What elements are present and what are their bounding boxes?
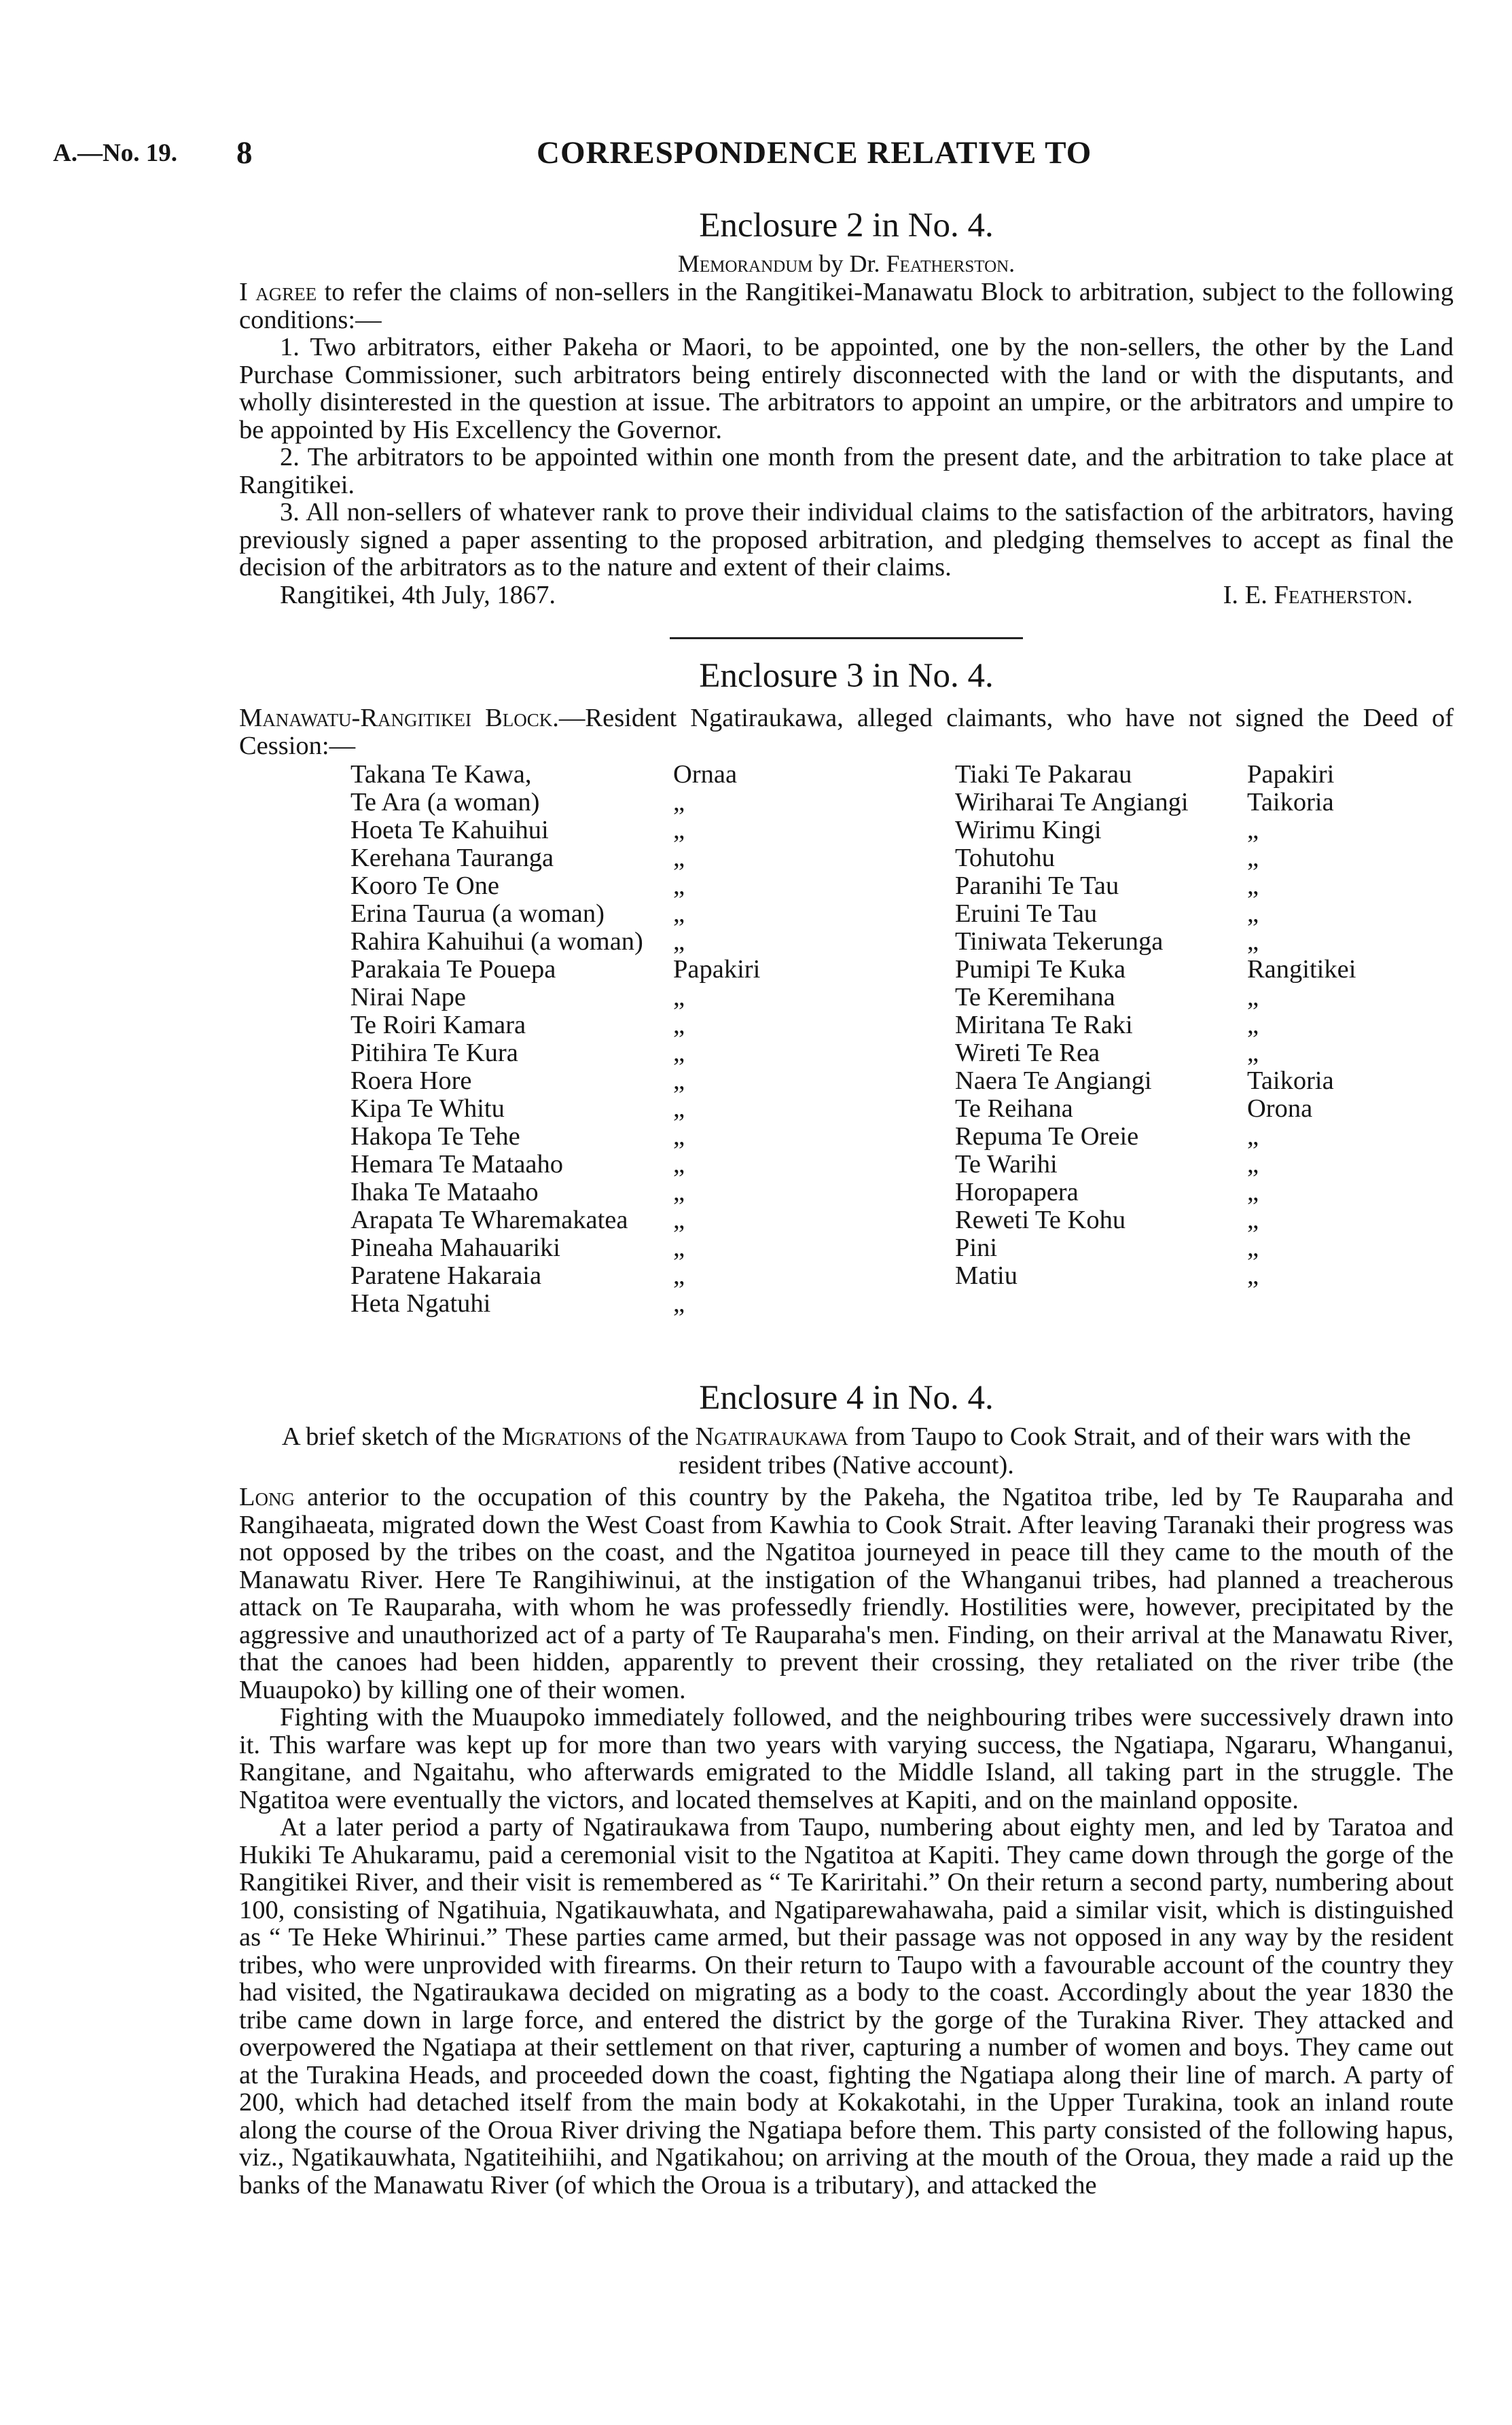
claimant-row [350,900,826,928]
condition-3: 3. All non-sellers of whatever rank to prove their individual claims to the satisfaction of the arbitrators, having previously signed a paper assenting to the proposed arbitration, and pledging themselves to accept as final the decision of the arbitrators as to the nature and extent of their claims. [239,498,1454,581]
claimant-place: Ornaa [673,760,738,789]
claimant-name: Wirimu Kingi [955,816,1102,844]
claimant-row [955,1234,1454,1262]
claimant-row [350,928,826,956]
claimant-row [350,844,826,872]
claimant-name: Tiaki Te Pakarau [955,760,1132,789]
claimant-place: „ [673,1066,685,1095]
page-header [0,134,1512,175]
claimant-name: Parakaia Te Pouepa [350,955,556,984]
claimant-row [350,1095,826,1123]
place-date: Rangitikei, 4th July, 1867. [280,580,556,609]
claimant-row [955,761,1454,789]
claimant-row [955,816,1454,844]
claimant-row [955,900,1454,928]
claimant-place: „ [673,816,685,844]
claimant-name: Paratene Hakaraia [350,1261,542,1290]
claimant-place: „ [1247,1011,1259,1039]
claimants-intro-text: —Resident Ngatiraukawa, alleged claimants, who have not signed the Deed of Cession:— [239,704,1454,760]
claimant-place: „ [673,927,685,956]
claimant-name: Tiniwata Tekerunga [955,927,1164,956]
memorandum-heading [239,249,1454,279]
claimant-place: „ [673,1150,685,1179]
claimant-name: Nirai Nape [350,983,466,1011]
claimant-row [955,1262,1454,1290]
claimant-row [350,1290,826,1318]
claimant-place: „ [1247,927,1259,956]
claimant-name: Wireti Te Rea [955,1039,1100,1067]
sketch-subtitle-tribe: Ngatiraukawa [695,1422,848,1451]
claimant-name: Kerehana Tauranga [350,844,554,872]
claimant-row [350,1262,826,1290]
block-name: Manawatu-Rangitikei Block. [239,704,559,732]
claimant-row [350,1039,826,1067]
paragraph-1-text: anterior to the occupation of this country by the Pakeha, the Ngatitoa tribe, led by Te Rauparaha and Rangihaeata, migrated down the West Coast from Kawhia to Cook Strait. After leaving Taranaki their progress was not opposed by the tribes on the coast, and the Ngatitoa journeyed in peace till they came to the mouth of the Manawatu River. Here Te Rangihiwinui, at the instigation of the Whanganui tribes, had planned a treacherous attack on Te Rauparaha, with whom he was professedly friendly. Hostilities were, however, precipitated by the aggressive and unauthorized act of a party of Te Rauparaha's men. Finding, on their arrival at the Manawatu River, that the canoes had been hidden, apparently to prevent their crossing, they retaliated on the river tribe (the Muaupoko) by killing one of their women. [239,1483,1454,1704]
condition-1: 1. Two arbitrators, either Pakeha or Maori, to be appointed, one by the non-sellers, the other by the Land Purchase Commissioner, such arbitrators being entirely disconnected with the land or with the disputants, and wholly disinterested in the question at issue. The arbitrators to appoint an umpire, or the arbitrators and umpire to be appointed by His Excellency the Governor. [239,333,1454,444]
opening-caps: I agree [239,278,317,306]
claimant-row [350,956,826,984]
claimant-place: „ [1247,872,1259,900]
claimant-row [350,1123,826,1151]
opening-text: to refer the claims of non-sellers in the Rangitikei-Manawatu Block to arbitration, subject to the following conditions:— [239,278,1454,334]
claimants-right-column [955,761,1454,1290]
claimant-place: „ [673,788,685,816]
claimant-row [955,789,1454,816]
claimant-place: Papakiri [673,955,761,984]
claimant-name: Eruini Te Tau [955,899,1098,928]
page-number: 8 [236,135,253,170]
enclosure-2-title: Enclosure 2 in No. 4. [699,206,994,245]
claimant-row [350,1234,826,1262]
claimant-row [955,956,1454,984]
claimant-row [955,1067,1454,1095]
claimant-row [350,816,826,844]
claimant-place: Taikoria [1247,788,1334,816]
signer-name: Featherston. [1274,580,1413,609]
claimant-name: Hemara Te Mataaho [350,1150,564,1179]
claimant-name: Pumipi Te Kuka [955,955,1126,984]
enclosure-4-title: Enclosure 4 in No. 4. [699,1379,994,1417]
claimant-name: Reweti Te Kohu [955,1206,1126,1234]
claimant-row [955,984,1454,1011]
memorandum-label: Memorandum [677,250,813,277]
document-reference: A.—No. 19. [53,139,177,167]
claimant-place: „ [673,1039,685,1067]
claimant-place: „ [1247,899,1259,928]
claimant-place: „ [673,1206,685,1234]
enclosure-3-title: Enclosure 3 in No. 4. [699,657,994,695]
claimant-name: Wiriharai Te Angiangi [955,788,1189,816]
claimant-place: „ [1247,1039,1259,1067]
claimant-place: „ [673,1261,685,1290]
sketch-subtitle [239,1422,1454,1479]
signer-initials: I. E. [1223,580,1267,609]
claimant-row [350,1067,826,1095]
claimant-place: „ [673,1289,685,1318]
claimant-name: Erina Taurua (a woman) [350,899,605,928]
memorandum-opening [239,279,1454,334]
claimant-name: Takana Te Kawa, [350,760,532,789]
claimant-row [350,1151,826,1179]
claimant-place: Rangitikei [1247,955,1356,984]
claimant-place: Orona [1247,1094,1313,1123]
claimant-row [350,789,826,816]
claimant-name: Pitihira Te Kura [350,1039,518,1067]
claimant-place: Taikoria [1247,1066,1334,1095]
claimant-row [350,761,826,789]
claimant-place: „ [1247,1122,1259,1151]
claimant-place: „ [673,1011,685,1039]
claimant-name: Hoeta Te Kahuihui [350,816,549,844]
claimant-row [350,1011,826,1039]
claimant-row [350,1179,826,1206]
claimant-place: „ [673,899,685,928]
claimant-row [955,928,1454,956]
claimant-name: Repuma Te Oreie [955,1122,1139,1151]
claimant-name: Matiu [955,1261,1018,1290]
claimant-name: Te Ara (a woman) [350,788,540,816]
claimant-place: „ [1247,1234,1259,1262]
narrative-paragraph-1 [239,1484,1454,1704]
claimant-name: Rahira Kahuihui (a woman) [350,927,643,956]
claimant-name: Te Roiri Kamara [350,1011,526,1039]
claimant-place: „ [673,844,685,872]
claimant-row [350,984,826,1011]
claimant-row [350,872,826,900]
claimant-place: „ [673,1122,685,1151]
claimant-name: Hakopa Te Tehe [350,1122,520,1151]
claimant-name: Roera Hore [350,1066,472,1095]
enclosure-3 [239,654,1454,1359]
claimant-place: „ [1247,844,1259,872]
claimant-place: „ [1247,1178,1259,1206]
claimant-place: Papakiri [1247,760,1335,789]
claimant-name: Ihaka Te Mataaho [350,1178,539,1206]
claimant-row [955,844,1454,872]
claimant-place: „ [673,872,685,900]
page-body [239,204,1454,2199]
claimant-name: Te Reihana [955,1094,1073,1123]
claimant-name: Miritana Te Raki [955,1011,1133,1039]
claimant-name: Te Keremihana [955,983,1115,1011]
claimant-row [955,1123,1454,1151]
enclosure-4 [239,1376,1454,2199]
narrative-paragraph-2: Fighting with the Muaupoko immediately followed, and the neighbouring tribes were successively drawn into it. This warfare was kept up for more than two years with varying success, the Ngatiapa, Ngararu, Whanganui, Rangitane, and Ngaitahu, who afterwards emigrated to the Middle Island, all taking part in the struggle. The Ngatitoa were eventually the victors, and located themselves at Kapiti, and on the mainland opposite. [239,1703,1454,1814]
memorandum-by: by Dr. [818,250,880,277]
claimant-name: Arapata Te Wharemakatea [350,1206,628,1234]
claimant-name: Te Warihi [955,1150,1058,1179]
signature [1223,581,1413,609]
sketch-subtitle-migrations: Migrations [501,1422,622,1451]
claimant-place: „ [1247,1261,1259,1290]
claimant-place: „ [673,1178,685,1206]
claimant-place: „ [1247,816,1259,844]
claimants-intro [239,704,1454,759]
claimant-place: „ [673,983,685,1011]
claimants-left-column [350,761,826,1318]
memorandum-signature-line [239,581,1454,609]
memorandum-author: Featherston. [886,250,1015,277]
paragraph-1-caps: Long [239,1483,295,1511]
sketch-subtitle-part: A brief sketch of the [281,1422,502,1451]
running-title: CORRESPONDENCE RELATIVE TO [537,135,1092,170]
claimants-list [239,761,1454,1359]
enclosure-2 [239,204,1454,609]
claimant-name: Kooro Te One [350,872,499,900]
claimant-place: „ [673,1234,685,1262]
claimant-place: „ [673,1094,685,1123]
claimant-row [955,1039,1454,1067]
claimant-row [955,872,1454,900]
sketch-subtitle-part: from Taupo to Cook Strait, and of their wars with the resident tribes (Native account). [679,1422,1411,1479]
condition-2: 2. The arbitrators to be appointed within one month from the present date, and the arbitration to take place at Rangitikei. [239,443,1454,499]
claimant-place: „ [1247,983,1259,1011]
claimant-name: Heta Ngatuhi [350,1289,491,1318]
claimant-row [350,1206,826,1234]
claimant-name: Pini [955,1234,998,1262]
claimant-row [955,1179,1454,1206]
sketch-subtitle-part: of the [622,1422,696,1451]
claimant-name: Tohutohu [955,844,1056,872]
claimant-name: Paranihi Te Tau [955,872,1119,900]
claimant-name: Naera Te Angiangi [955,1066,1152,1095]
claimant-name: Kipa Te Whitu [350,1094,505,1123]
claimant-place: „ [1247,1150,1259,1179]
claimant-place: „ [1247,1206,1259,1234]
claimant-name: Pineaha Mahauariki [350,1234,560,1262]
claimant-row [955,1095,1454,1123]
narrative-paragraph-3: At a later period a party of Ngatiraukawa from Taupo, numbering about eighty men, and led by Taratoa and Hukiki Te Ahukaramu, paid a ceremonial visit to the Ngatitoa at Kapiti. They came down through the gorge of the Rangitikei River, and their visit is remembered as “ Te Kariritahi.” On their return a second party, numbering about 100, consisting of Ngatihuia, Ngatikauwhata, and Ngatiparewahawaha, paid a similar visit, which is distinguished as “ Te Heke Whirinui.” These parties came armed, but their passage was not opposed in any way by the resident tribes, who were unprovided with firearms. On their return to Taupo with a favourable account of the country they had visited, the Ngatiraukawa decided on migrating as a body to the coast. Accordingly about the year 1830 the tribe came down in large force, and entered the district by the gorge of the Turakina River. They attacked and overpowered the Ngatiapa at their settlement on that river, capturing a number of women and boys. They came out at the Turakina Heads, and proceeded down the coast, fighting the Ngatiapa along their line of march. A party of 200, which had detached itself from the main body at Kokakotahi, in the Upper Turakina, took an inland route along the course of the Oroua River driving the Ngatiapa before them. This party consisted of the following hapus, viz., Ngatikauwhata, Ngatiteihiihi, and Ngatikahou; on arriving at the mouth of the Oroua, they made a raid up the banks of the Manawatu River (of which the Oroua is a tributary), and attacked the [239,1813,1454,2199]
section-divider [670,637,1023,639]
claimant-name: Horopapera [955,1178,1079,1206]
claimant-row [955,1206,1454,1234]
claimant-row [955,1151,1454,1179]
claimant-row [955,1011,1454,1039]
